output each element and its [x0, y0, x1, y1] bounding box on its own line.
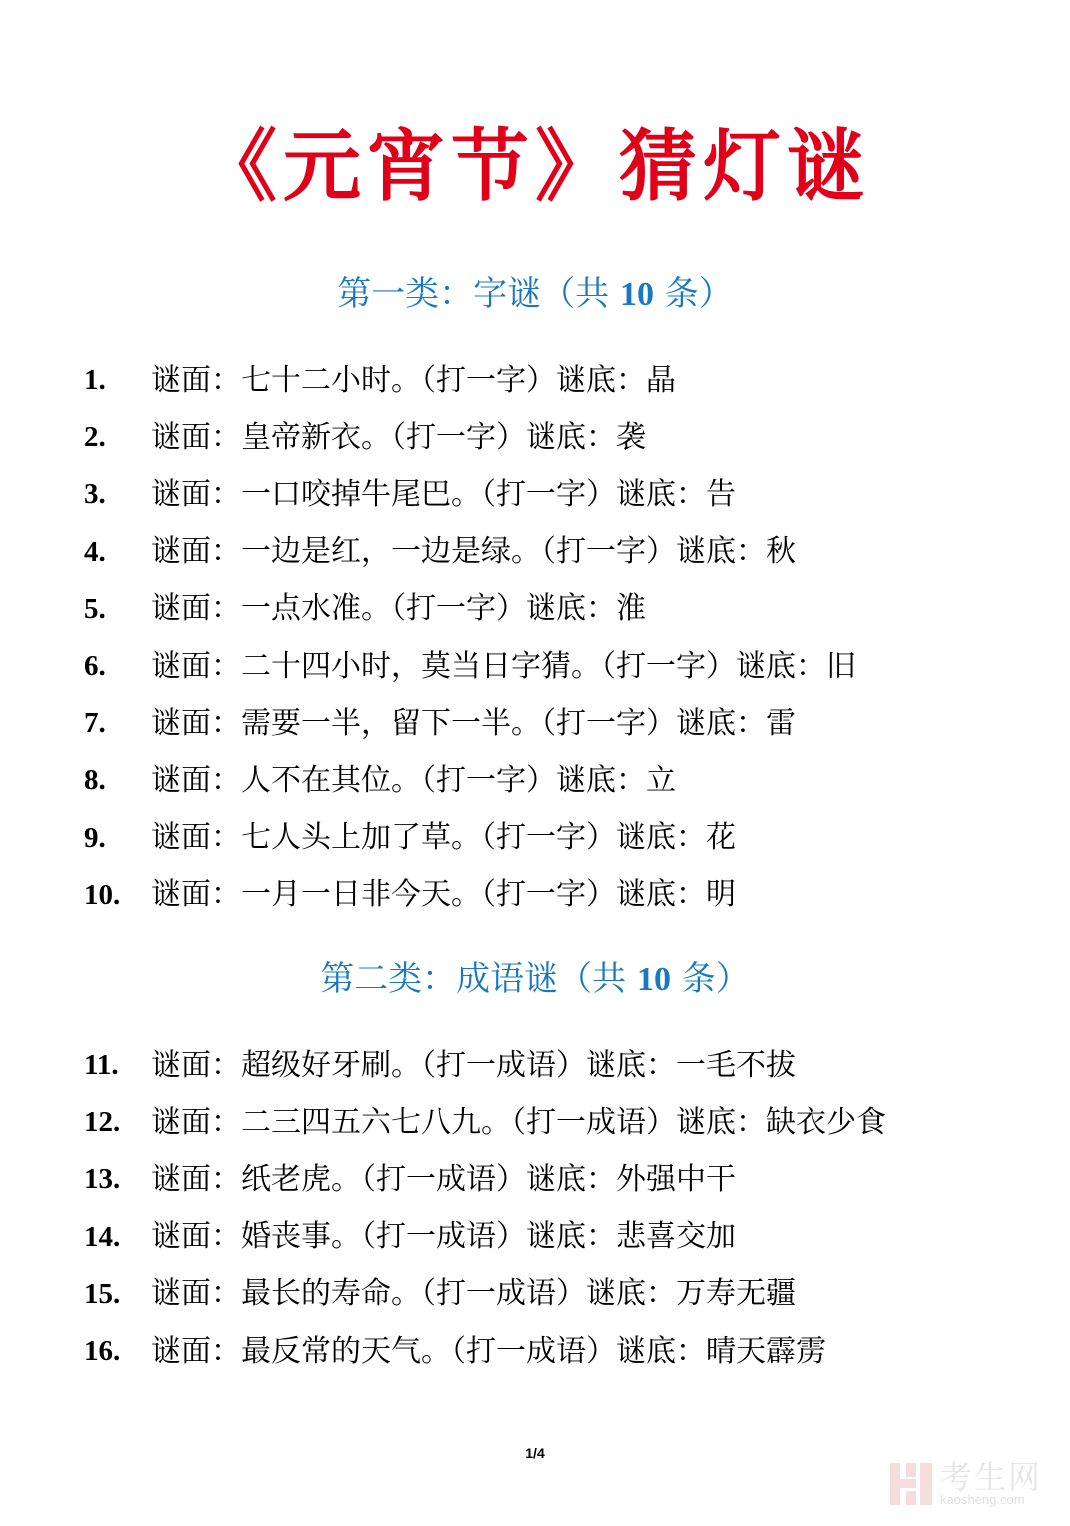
item-text: 谜面：超级好牙刷。（打一成语）谜底：一毛不拔	[151, 1047, 796, 1083]
item-text: 谜面：二十四小时，莫当日字猜。（打一字）谜底：旧	[151, 648, 856, 684]
item-number: 2.	[84, 421, 106, 454]
section-heading-2	[0, 959, 1070, 999]
item-text: 谜面：最长的寿命。（打一成语）谜底：万寿无疆	[151, 1276, 796, 1312]
item-text: 谜面：一边是红，一边是绿。（打一字）谜底：秋	[151, 534, 796, 570]
item-number: 3.	[84, 478, 106, 511]
list-item	[84, 810, 1044, 867]
list-item	[84, 409, 1044, 466]
item-text: 谜面：一口咬掉牛尾巴。（打一字）谜底：告	[151, 476, 736, 512]
list-item	[84, 695, 1044, 752]
list-item	[84, 752, 1044, 809]
riddle-list-2	[84, 1037, 1044, 1380]
list-item	[84, 1323, 1044, 1380]
item-number: 13.	[84, 1163, 121, 1196]
item-number: 4.	[84, 535, 106, 568]
item-text: 谜面：需要一半，留下一半。（打一字）谜底：雷	[151, 705, 796, 741]
item-text: 谜面：七人头上加了草。（打一字）谜底：花	[151, 820, 736, 856]
item-text: 谜面：纸老虎。（打一成语）谜底：外强中干	[151, 1161, 736, 1197]
list-item	[84, 867, 1044, 924]
item-number: 16.	[84, 1335, 121, 1368]
item-text: 谜面：一月一日非今天。（打一字）谜底：明	[151, 877, 736, 913]
list-item	[84, 1094, 1044, 1151]
item-number: 11.	[84, 1049, 119, 1082]
list-item	[84, 1037, 1044, 1094]
list-item	[84, 524, 1044, 581]
riddle-list-1	[84, 352, 1044, 924]
item-text: 谜面：二三四五六七八九。（打一成语）谜底：缺衣少食	[151, 1104, 886, 1140]
item-text: 谜面：一点水准。（打一字）谜底：淮	[151, 591, 646, 627]
page-number: 1/4	[525, 1445, 545, 1461]
section-heading-count: 10	[637, 961, 671, 998]
item-number: 6.	[84, 650, 106, 683]
list-item	[84, 1266, 1044, 1323]
item-number: 10.	[84, 878, 121, 911]
watermark	[888, 1456, 1058, 1512]
section-heading-prefix: 第二类：成语谜（共	[320, 959, 637, 999]
list-item	[84, 352, 1044, 409]
watermark-en: kaosheng.com	[940, 1491, 1025, 1507]
item-number: 14.	[84, 1220, 121, 1253]
item-text: 谜面：最反常的天气。（打一成语）谜底：晴天霹雳	[151, 1333, 826, 1369]
list-item	[84, 1151, 1044, 1208]
item-number: 5.	[84, 592, 106, 625]
item-number: 12.	[84, 1106, 121, 1139]
section-heading-prefix: 第一类：字谜（共	[337, 274, 620, 314]
list-item	[84, 466, 1044, 523]
item-number: 1.	[84, 364, 106, 397]
item-number: 9.	[84, 821, 106, 854]
item-text: 谜面：婚丧事。（打一成语）谜底：悲喜交加	[151, 1219, 736, 1255]
page-title: 《元宵节》猜灯谜	[198, 121, 871, 212]
section-heading-suffix: 条）	[654, 274, 733, 314]
watermark-cn: 考生网	[940, 1457, 1043, 1496]
kaosheng-logo-icon	[888, 1459, 934, 1509]
item-text: 谜面：皇帝新衣。（打一字）谜底：袭	[151, 419, 646, 455]
list-item	[84, 1209, 1044, 1266]
item-number: 15.	[84, 1277, 121, 1310]
section-heading-count: 10	[620, 276, 654, 313]
section-heading-1	[0, 274, 1070, 314]
item-number: 7.	[84, 707, 106, 740]
item-text: 谜面：七十二小时。（打一字）谜底：晶	[151, 362, 676, 398]
list-item	[84, 638, 1044, 695]
list-item	[84, 581, 1044, 638]
item-number: 8.	[84, 764, 106, 797]
section-heading-suffix: 条）	[671, 959, 750, 999]
item-text: 谜面：人不在其位。（打一字）谜底：立	[151, 762, 676, 798]
